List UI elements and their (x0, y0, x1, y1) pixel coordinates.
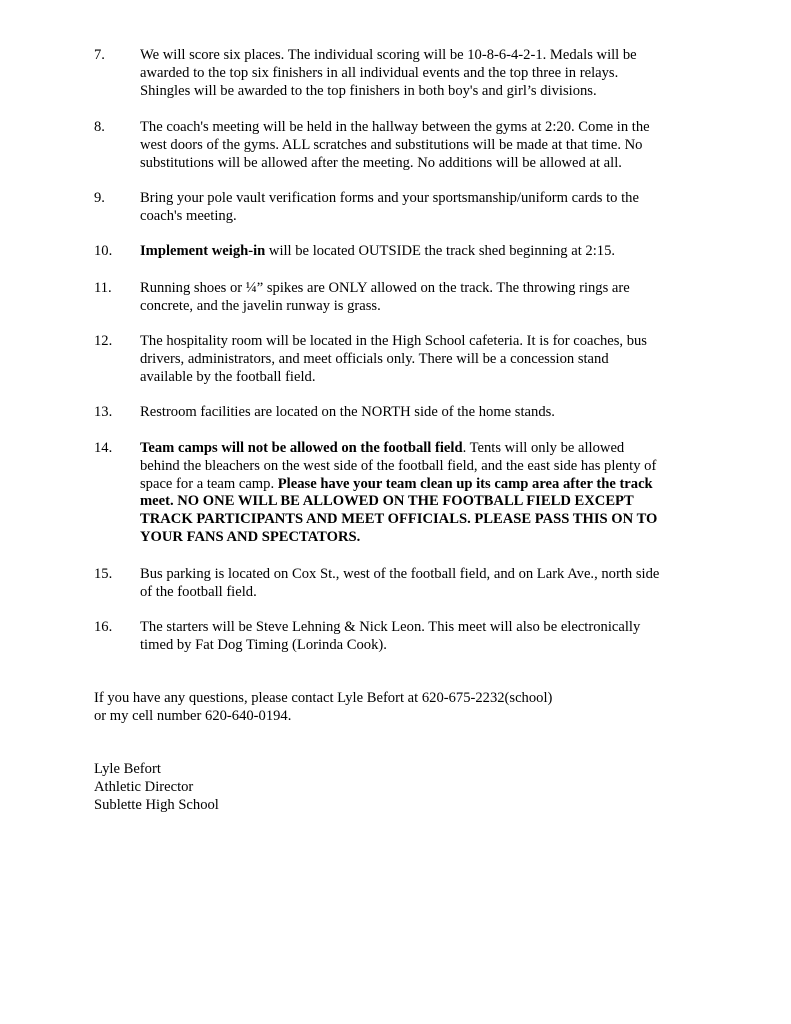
item-line: The starters will be Steve Lehning & Nick Leon. This meet will also be electronically (140, 619, 641, 635)
item-text (140, 566, 700, 602)
signature-block (94, 761, 714, 814)
item-line: We will score six places. The individual scoring will be 10-8-6-4-2-1. Medals will be (140, 47, 637, 63)
team-camps-warning: Team camps will not be allowed on the football field (140, 440, 463, 456)
contact-line: If you have any questions, please contact Lyle Befort at 620-675-2232(school) (94, 690, 553, 706)
item-number: 11. (94, 280, 112, 296)
item-line: substitutions will be allowed after the meeting. No additions will be allowed at all. (140, 154, 622, 171)
item-number: 16. (94, 619, 113, 635)
item-text (140, 190, 700, 226)
item-number: 10. (94, 243, 113, 259)
contact-info (94, 690, 714, 726)
item-number: 7. (94, 47, 105, 63)
signature-name: Lyle Befort (94, 761, 161, 777)
item-line: Restroom facilities are located on the NORTH side of the home stands. (140, 404, 555, 420)
item-number: 12. (94, 333, 113, 349)
item-line-start: space for a team camp. (140, 475, 278, 492)
item-line: drivers, administrators, and meet officials only. There will be a concession stand (140, 350, 609, 367)
item-text (140, 333, 700, 386)
item-line: timed by Fat Dog Timing (Lorinda Cook). (140, 636, 387, 653)
item-line: west doors of the gyms. ALL scratches and substitutions will be made at that time. No (140, 136, 643, 153)
item-number: 13. (94, 404, 113, 420)
implement-weigh-in-label: Implement weigh-in (140, 243, 266, 259)
item-line-rest: will be located OUTSIDE the track shed beginning at 2:15. (265, 243, 616, 259)
signature-school: Sublette High School (94, 796, 219, 813)
item-line-bold: TRACK PARTICIPANTS AND MEET OFFICIALS. PLEASE PASS THIS ON TO (140, 511, 658, 528)
item-text (140, 119, 700, 172)
item-line-rest: . Tents will only be allowed (462, 440, 625, 456)
item-text (140, 440, 700, 547)
item-number: 8. (94, 119, 105, 135)
item-line: of the football field. (140, 583, 257, 600)
item-text (140, 47, 700, 100)
item-line: Shingles will be awarded to the top finishers in both boy's and girl’s divisions. (140, 82, 597, 99)
item-line (140, 243, 700, 261)
cleanup-warning: Please have your team clean up its camp area after the track (277, 475, 653, 492)
item-line (140, 476, 700, 494)
signature-title: Athletic Director (94, 778, 194, 795)
item-number: 14. (94, 440, 113, 456)
contact-line: or my cell number 620-640-0194. (94, 707, 292, 724)
item-line: The coach's meeting will be held in the hallway between the gyms at 2:20. Come in the (140, 119, 650, 135)
item-line: behind the bleachers on the west side of the football field, and the east side has plenty of (140, 457, 657, 474)
item-text (140, 280, 700, 316)
item-line: coach's meeting. (140, 207, 237, 224)
item-text (140, 404, 700, 422)
item-line: available by the football field. (140, 368, 316, 385)
item-line: The hospitality room will be located in the High School cafeteria. It is for coaches, bus (140, 333, 647, 349)
item-text (140, 619, 700, 655)
item-line-bold: YOUR FANS AND SPECTATORS. (140, 528, 361, 545)
item-number: 15. (94, 566, 113, 582)
item-line: Bus parking is located on Cox St., west of the football field, and on Lark Ave., north side (140, 566, 660, 582)
item-line: awarded to the top six finishers in all individual events and the top three in relays. (140, 64, 619, 81)
item-line: Bring your pole vault verification forms and your sportsmanship/uniform cards to the (140, 190, 639, 206)
item-line (140, 440, 700, 458)
item-line: Running shoes or ¼” spikes are ONLY allowed on the track. The throwing rings are (140, 280, 630, 296)
item-number: 9. (94, 190, 105, 206)
item-line: concrete, and the javelin runway is grass. (140, 297, 381, 314)
item-line-bold: meet. NO ONE WILL BE ALLOWED ON THE FOOTBALL FIELD EXCEPT (140, 493, 634, 510)
item-text (140, 243, 700, 261)
